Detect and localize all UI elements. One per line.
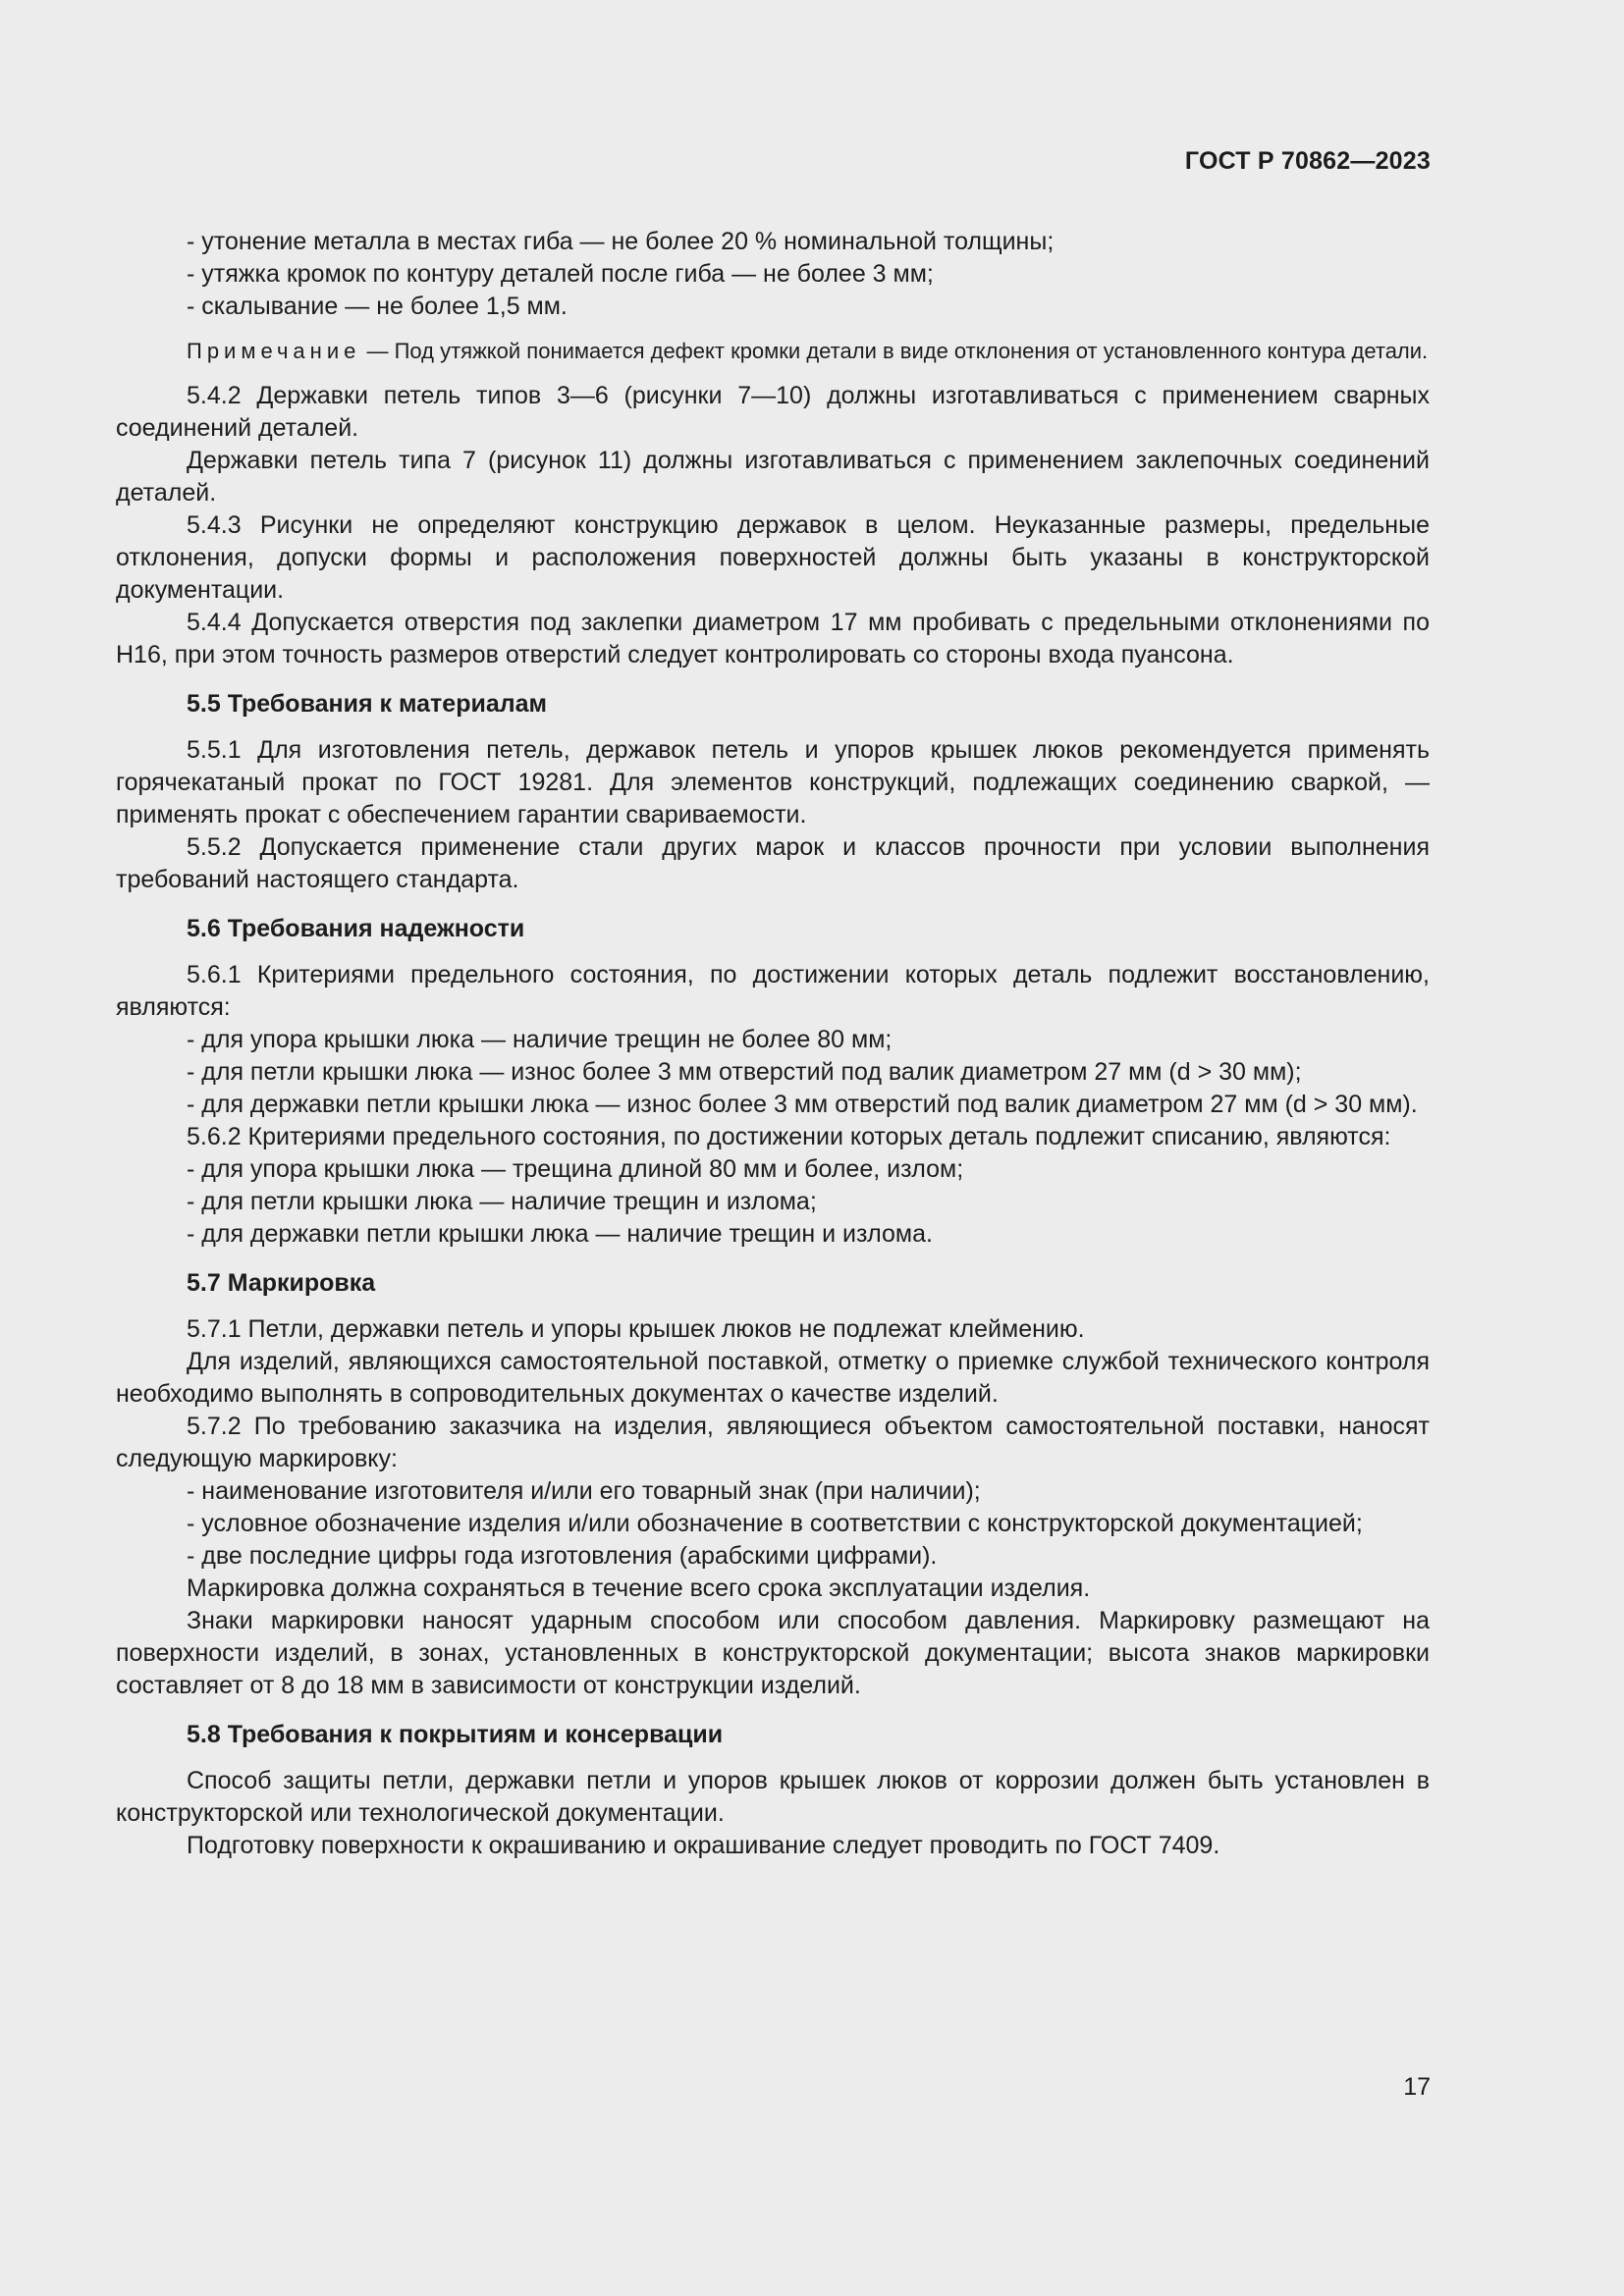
paragraph: 5.5.1 Для изготовления петель, державок петель и упоров крышек люков рекомендуется применять горячекатаный прокат по ГОСТ 19281. Для элементов конструкций, подлежащих соединению сваркой, — применять прокат с обеспечением гарантии свариваемости. xyxy=(116,736,1430,828)
section-heading: 5.8 Требования к покрытиям и консервации xyxy=(187,1721,724,1748)
list-item: - условное обозначение изделия и/или обозначение в соответствии с конструкторской документацией; xyxy=(187,1510,1363,1537)
list-item: - для упора крышки люка — наличие трещин не более 80 мм; xyxy=(187,1026,893,1053)
list-item: - скалывание — не более 1,5 мм. xyxy=(187,293,568,320)
paragraph: 5.4.4 Допускается отверстия под заклепки диаметром 17 мм пробивать с предельными отклонениями по Н16, при этом точность размеров отверстий следует контролировать со стороны входа пуансона. xyxy=(116,609,1430,668)
list-item: - утяжка кромок по контуру деталей после гиба — не более 3 мм; xyxy=(187,260,934,288)
paragraph: Знаки маркировки наносят ударным способом или способом давления. Маркировку размещают на поверхности изделий, в зонах, установленных в конструкторской документации; высота знаков маркировки составляет от 8 до 18 мм в зависимости от конструкции изделий. xyxy=(116,1607,1430,1699)
paragraph: 5.7.2 По требованию заказчика на изделия, являющиеся объектом самостоятельной поставки, наносят следующую маркировку: xyxy=(116,1413,1430,1472)
paragraph: 5.7.1 Петли, державки петель и упоры крышек люков не подлежат клеймению. xyxy=(187,1315,1085,1343)
section-heading: 5.6 Требования надежности xyxy=(187,915,525,942)
list-item: - для державки петли крышки люка — износ более 3 мм отверстий под валик диаметром 27 мм (d > 30 мм). xyxy=(187,1091,1418,1118)
paragraph: Способ защиты петли, державки петли и упоров крышек люков от коррозии должен быть установлен в конструкторской или технологической документации. xyxy=(116,1767,1430,1827)
paragraph: 5.6.2 Критериями предельного состояния, по достижении которых деталь подлежит списанию, являются: xyxy=(187,1123,1391,1150)
list-item: - наименование изготовителя и/или его товарный знак (при наличии); xyxy=(187,1477,981,1505)
paragraph: 5.4.3 Рисунки не определяют конструкцию державок в целом. Неуказанные размеры, предельные отклонения, допуски формы и расположения поверхностей должны быть указаны в конструкторской документации. xyxy=(116,511,1430,604)
list-item: - для петли крышки люка — износ более 3 мм отверстий под валик диаметром 27 мм (d > 30 мм); xyxy=(187,1058,1302,1086)
list-item: - для державки петли крышки люка — наличие трещин и излома. xyxy=(187,1220,933,1248)
paragraph: Для изделий, являющихся самостоятельной поставкой, отметку о приемке службой технического контроля необходимо выполнять в сопроводительных документах о качестве изделий. xyxy=(116,1348,1430,1408)
paragraph: Державки петель типа 7 (рисунок 11) должны изготавливаться с применением заклепочных соединений деталей. xyxy=(116,447,1430,507)
section-heading: 5.7 Маркировка xyxy=(187,1269,376,1297)
page-content xyxy=(116,226,1430,1862)
note-paragraph xyxy=(116,336,1430,366)
document-id: ГОСТ Р 70862—2023 xyxy=(1184,147,1431,175)
paragraph: 5.5.2 Допускается применение стали других марок и классов прочности при условии выполнения требований настоящего стандарта. xyxy=(116,833,1430,893)
note-label: Примечание xyxy=(187,339,361,363)
paragraph: 5.4.2 Державки петель типов 3—6 (рисунки 7—10) должны изготавливаться с применением сварных соединений деталей. xyxy=(116,382,1430,442)
list-item: - утонение металла в местах гиба — не более 20 % номинальной толщины; xyxy=(187,228,1055,255)
list-item: - для упора крышки люка — трещина длиной 80 мм и более, излом; xyxy=(187,1155,964,1183)
list-item: - две последние цифры года изготовления (арабскими цифрами). xyxy=(187,1542,938,1570)
paragraph: 5.6.1 Критериями предельного состояния, по достижении которых деталь подлежит восстановлению, являются: xyxy=(116,961,1430,1021)
note-text: — Под утяжкой понимается дефект кромки детали в виде отклонения от установленного контура детали. xyxy=(360,339,1429,363)
paragraph: Маркировка должна сохраняться в течение всего срока эксплуатации изделия. xyxy=(187,1575,1091,1602)
page-number: 17 xyxy=(1403,2073,1431,2101)
paragraph: Подготовку поверхности к окрашиванию и окрашивание следует проводить по ГОСТ 7409. xyxy=(187,1832,1220,1859)
section-heading: 5.5 Требования к материалам xyxy=(187,690,548,718)
list-item: - для петли крышки люка — наличие трещин и излома; xyxy=(187,1188,817,1215)
